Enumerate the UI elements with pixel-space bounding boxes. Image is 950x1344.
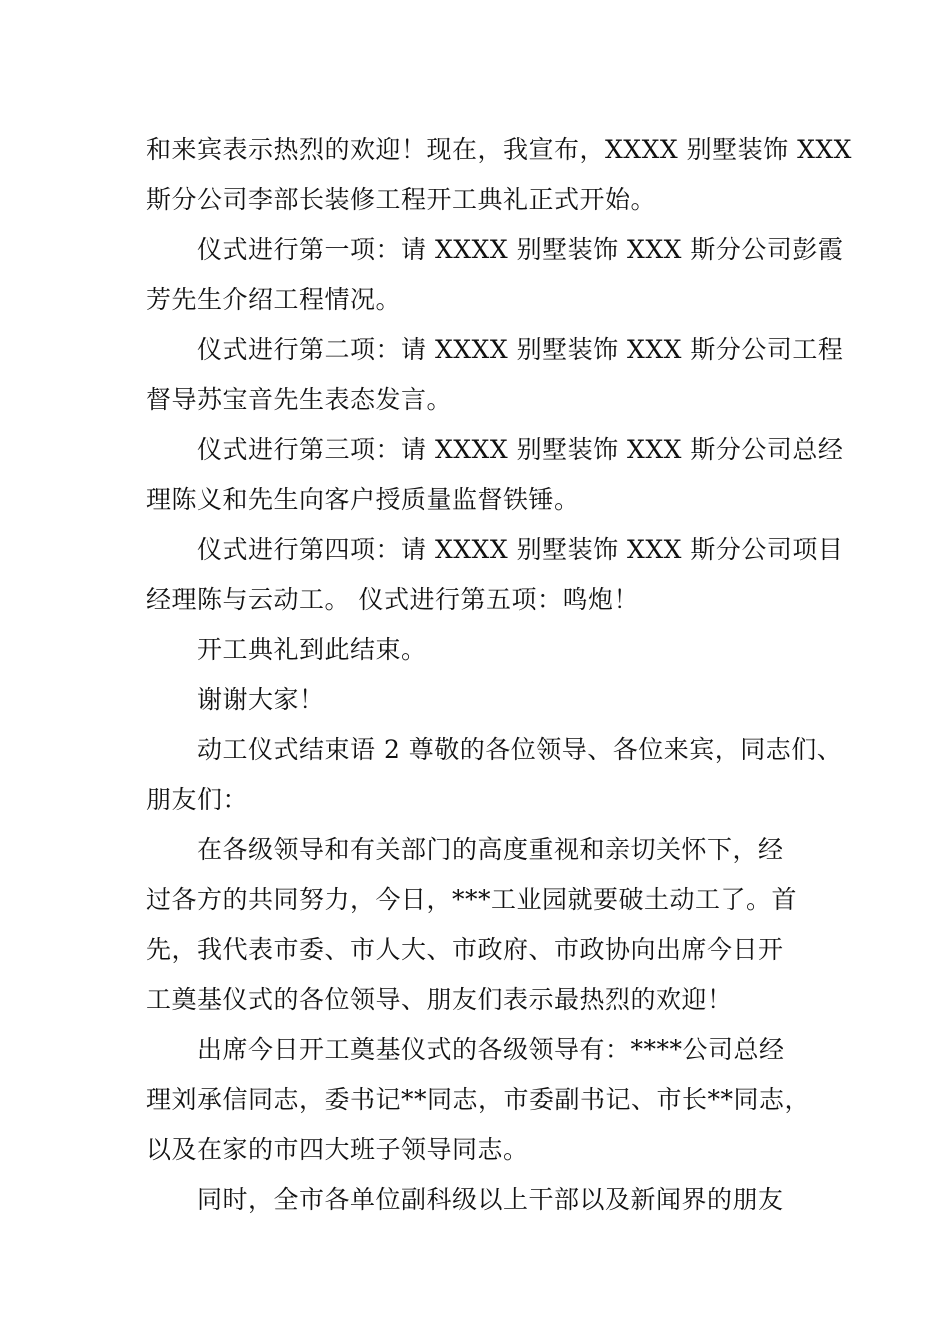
text-line: 仪式进行第三项：请 XXXX 别墅装饰 XXX 斯分公司总经 (197, 435, 844, 464)
text-line: 理刘承信同志，委书记**同志，市委副书记、市长**同志， (146, 1085, 811, 1114)
text-line: 工奠基仪式的各位领导、朋友们表示最热烈的欢迎！ (146, 985, 733, 1014)
text-line: 过各方的共同努力，今日，***工业园就要破土动工了。首 (146, 885, 798, 914)
text-line: 动工仪式结束语 2 尊敬的各位领导、各位来宾，同志们、 (197, 735, 843, 764)
text-line: 朋友们： (146, 785, 249, 814)
text-line: 理陈义和先生向客户授质量监督铁锤。 (146, 485, 580, 514)
text-line: 以及在家的市四大班子领导同志。 (146, 1135, 529, 1164)
text-line: 斯分公司李部长装修工程开工典礼正式开始。 (146, 185, 657, 214)
body-text (146, 125, 852, 1225)
text-line: 谢谢大家！ (197, 685, 325, 714)
text-line: 和来宾表示热烈的欢迎！现在，我宣布，XXXX 别墅装饰 XXX (146, 135, 852, 164)
text-line: 仪式进行第四项：请 XXXX 别墅装饰 XXX 斯分公司项目 (197, 535, 844, 564)
text-line: 芳先生介绍工程情况。 (146, 285, 402, 314)
text-line: 先，我代表市委、市人大、市政府、市政协向出席今日开 (146, 935, 784, 964)
text-line: 督导苏宝音先生表态发言。 (146, 385, 453, 414)
text-line: 开工典礼到此结束。 (197, 635, 427, 664)
text-line: 出席今日开工奠基仪式的各级领导有：****公司总经 (197, 1035, 785, 1064)
text-line: 在各级领导和有关部门的高度重视和亲切关怀下，经 (197, 835, 784, 864)
text-line: 仪式进行第二项：请 XXXX 别墅装饰 XXX 斯分公司工程 (197, 335, 844, 364)
text-line: 同时，全市各单位副科级以上干部以及新闻界的朋友 (197, 1185, 784, 1214)
text-line: 经理陈与云动工。 仪式进行第五项：鸣炮！ (146, 585, 639, 614)
text-line: 仪式进行第一项：请 XXXX 别墅装饰 XXX 斯分公司彭霞 (197, 235, 844, 264)
